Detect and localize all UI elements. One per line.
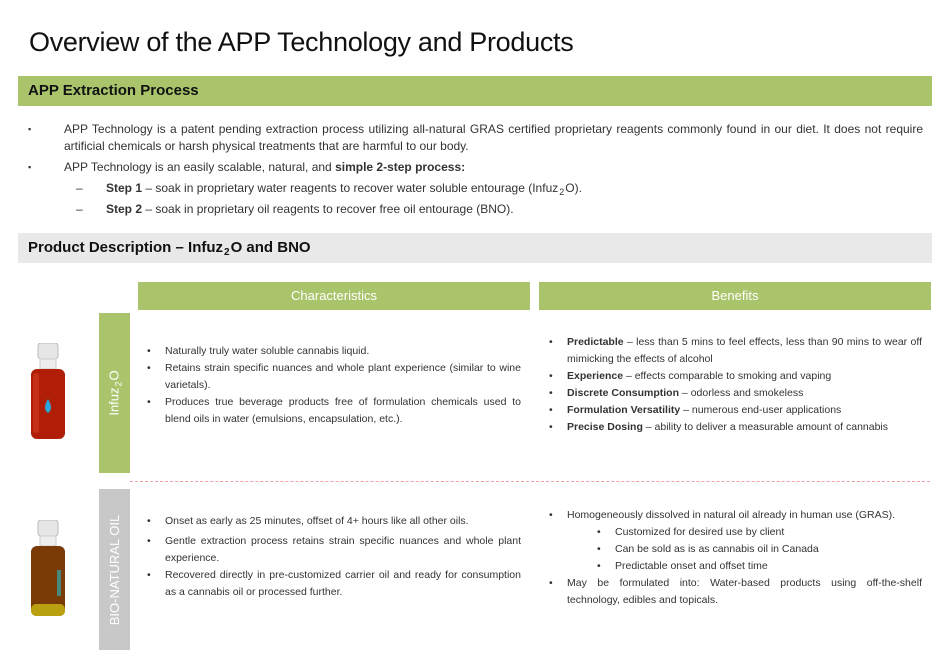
list-item	[547, 402, 922, 419]
infuz-characteristics	[145, 343, 521, 428]
item-text: – numerous end-user applications	[680, 404, 842, 416]
item-text: – odorless and smokeless	[679, 387, 804, 399]
subscript: 2	[113, 381, 123, 387]
subscript: 2	[224, 247, 230, 258]
infuz-bottle-image	[29, 343, 67, 441]
item-bold: Experience	[567, 370, 624, 382]
list-item: • Recovered directly in pre-customized carrier oil and ready for consumption as a cannabis oil or processed further.	[145, 567, 521, 601]
subscript: 2	[559, 187, 565, 197]
extraction-list	[18, 121, 923, 218]
item-text: – ability to deliver a measurable amount of cannabis	[642, 421, 889, 433]
item-bold: Precise Dosing	[567, 421, 643, 433]
section-heading-extraction: APP Extraction Process	[18, 76, 932, 106]
page-title: Overview of the APP Technology and Products	[29, 27, 574, 57]
list-item: • Onset as early as 25 minutes, offset of 4+ hours like all other oils.	[145, 513, 521, 530]
bno-characteristics	[145, 513, 521, 601]
step-text-tail: O).	[565, 181, 582, 195]
list-item: • Homogeneously dissolved in natural oil already in human use (GRAS).	[547, 507, 922, 524]
step-label: Step 2	[106, 202, 143, 216]
sub-list-item: • Predictable onset and offset time	[547, 558, 922, 575]
item-bold: Predictable	[567, 336, 624, 348]
label-text: Infuz	[106, 387, 121, 416]
bno-bottle-image	[29, 520, 67, 618]
item-bold: Formulation Versatility	[567, 404, 681, 416]
label-text: BIO-NATURAL OIL	[106, 514, 122, 625]
item-bold: Discrete Consumption	[567, 387, 680, 399]
label-text-tail: O	[106, 370, 121, 381]
list-item	[18, 159, 923, 176]
list-item: • Retains strain specific nuances and whole plant experience (similar to wine varietals).	[145, 360, 521, 394]
sub-list-item: • Customized for desired use by client	[547, 524, 922, 541]
infuz-benefits	[547, 334, 922, 436]
step-text: – soak in proprietary water reagents to recover water soluble entourage (Infuz	[142, 181, 559, 195]
column-header-characteristics: Characteristics	[138, 282, 530, 310]
step-label: Step 1	[106, 181, 143, 195]
row-label-infuz	[99, 313, 130, 473]
list-item	[547, 334, 922, 368]
list-item	[547, 385, 922, 402]
list-item: ▪ APP Technology is a patent pending extraction process utilizing all-natural GRAS certified proprietary reagents commonly found in our diet. It does not require artificial chemicals or harsh physical treatments that are harmful to our body.	[18, 121, 923, 155]
list-item: • Produces true beverage products free of formulation chemicals used to blend oils in water (emulsions, encapsulation, etc.).	[145, 394, 521, 428]
sub-list-item: • Can be sold as is as cannabis oil in Canada	[547, 541, 922, 558]
bno-benefits	[547, 507, 922, 609]
row-divider	[130, 481, 930, 482]
list-item	[547, 419, 922, 436]
list-item	[547, 368, 922, 385]
list-item: • May be formulated into: Water-based products using off-the-shelf technology, edibles and topicals.	[547, 575, 922, 609]
item-bold: simple 2-step process:	[335, 160, 466, 174]
row-label-bno	[99, 489, 130, 650]
list-item: • Gentle extraction process retains strain specific nuances and whole plant experience.	[145, 533, 521, 567]
step-item	[18, 180, 923, 197]
column-header-benefits: Benefits	[539, 282, 931, 310]
heading-text: Product Description – Infuz	[28, 239, 224, 256]
step-item	[18, 201, 923, 218]
list-item: • Naturally truly water soluble cannabis liquid.	[145, 343, 521, 360]
item-text: APP Technology is an easily scalable, natural, and	[64, 160, 336, 174]
section-heading-products	[18, 233, 932, 263]
label-wrapper	[106, 370, 123, 415]
item-text: – effects comparable to smoking and vaping	[623, 370, 832, 382]
heading-text-tail: O and BNO	[230, 239, 311, 256]
item-text: – less than 5 mins to feel effects, less than 90 mins to wear off mimicking the effects of alcohol	[567, 336, 922, 365]
step-text: – soak in proprietary oil reagents to recover free oil entourage (BNO).	[142, 202, 514, 216]
